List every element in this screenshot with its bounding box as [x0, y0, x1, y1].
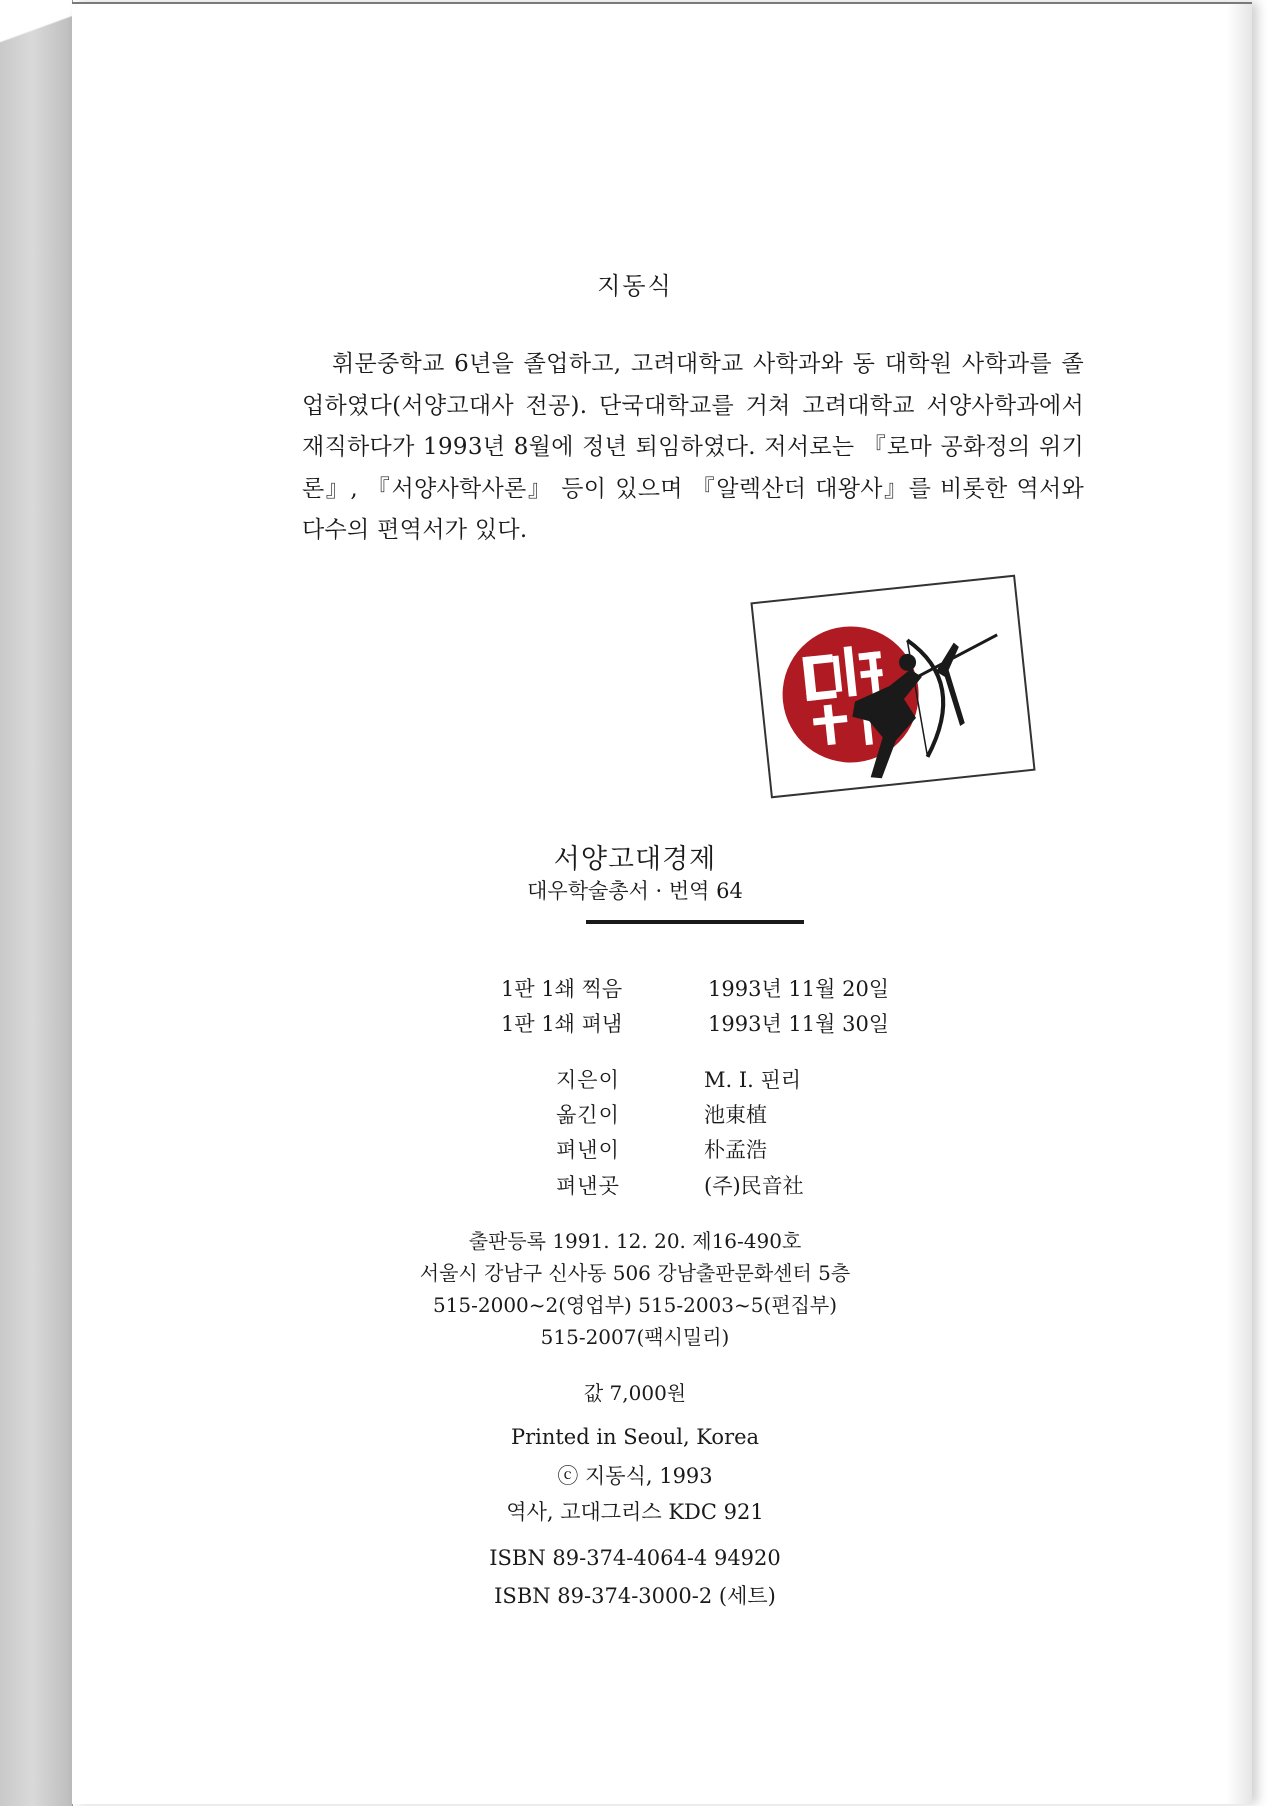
copyright-notice: ⓒ 지동식, 1993 — [557, 1464, 713, 1488]
credit-name: M. I. 핀리 — [704, 1068, 802, 1092]
publisher-address: 서울시 강남구 신사동 506 강남출판문화센터 5층 — [419, 1261, 851, 1285]
edition-date: 1993년 11월 30일 — [708, 1012, 890, 1036]
author-bio: 휘문중학교 6년을 졸업하고, 고려대학교 사학과와 동 대학원 사학과를 졸업하였다(서양고대사 전공). 단국대학교를 거쳐 고려대학교 서양사학과에서 재직하다가 1993년 8월에 정년 퇴임하였다. 저서로는 『로마 공화정의 위기론』, 『서양사학사론』 등이 있으며 『알렉산더 대왕사』를 비롯한 역서와 다수의 편역서가 있다. — [302, 351, 1084, 543]
publisher-fax: 515-2007(팩시밀리) — [540, 1325, 730, 1349]
title-underline — [586, 920, 804, 924]
publisher-registration: 출판등록 1991. 12. 20. 제16-490호 — [468, 1229, 802, 1253]
credit-role: 지은이 — [556, 1068, 620, 1092]
isbn-set: ISBN 89-374-3000-2 (세트) — [494, 1584, 776, 1608]
edition-label: 1판 1쇄 찍음 — [501, 977, 623, 1001]
spine-top-edge — [0, 0, 72, 60]
book-title: 서양고대경제 — [553, 844, 717, 875]
author-name: 지동식 — [597, 272, 673, 300]
credit-name: (주)民音社 — [704, 1174, 804, 1198]
credit-name: 朴孟浩 — [704, 1138, 767, 1162]
seal-stamp-image — [753, 577, 1034, 796]
credit-role: 펴낸곳 — [556, 1174, 620, 1198]
isbn: ISBN 89-374-4064-4 94920 — [489, 1546, 781, 1570]
publisher-phones: 515-2000~2(영업부) 515-2003~5(편집부) — [432, 1293, 838, 1317]
credit-role: 펴낸이 — [556, 1138, 620, 1162]
edition-date: 1993년 11월 20일 — [708, 977, 890, 1001]
price: 값 7,000원 — [583, 1381, 687, 1405]
seal-stamp — [750, 575, 1035, 799]
credit-name: 池東植 — [704, 1103, 767, 1127]
classification: 역사, 고대그리스 KDC 921 — [506, 1500, 764, 1524]
book-series: 대우학술총서 · 번역 64 — [527, 879, 743, 903]
credit-role: 옮긴이 — [556, 1103, 620, 1127]
edition-label: 1판 1쇄 펴냄 — [501, 1012, 623, 1036]
printed-location: Printed in Seoul, Korea — [510, 1425, 760, 1449]
